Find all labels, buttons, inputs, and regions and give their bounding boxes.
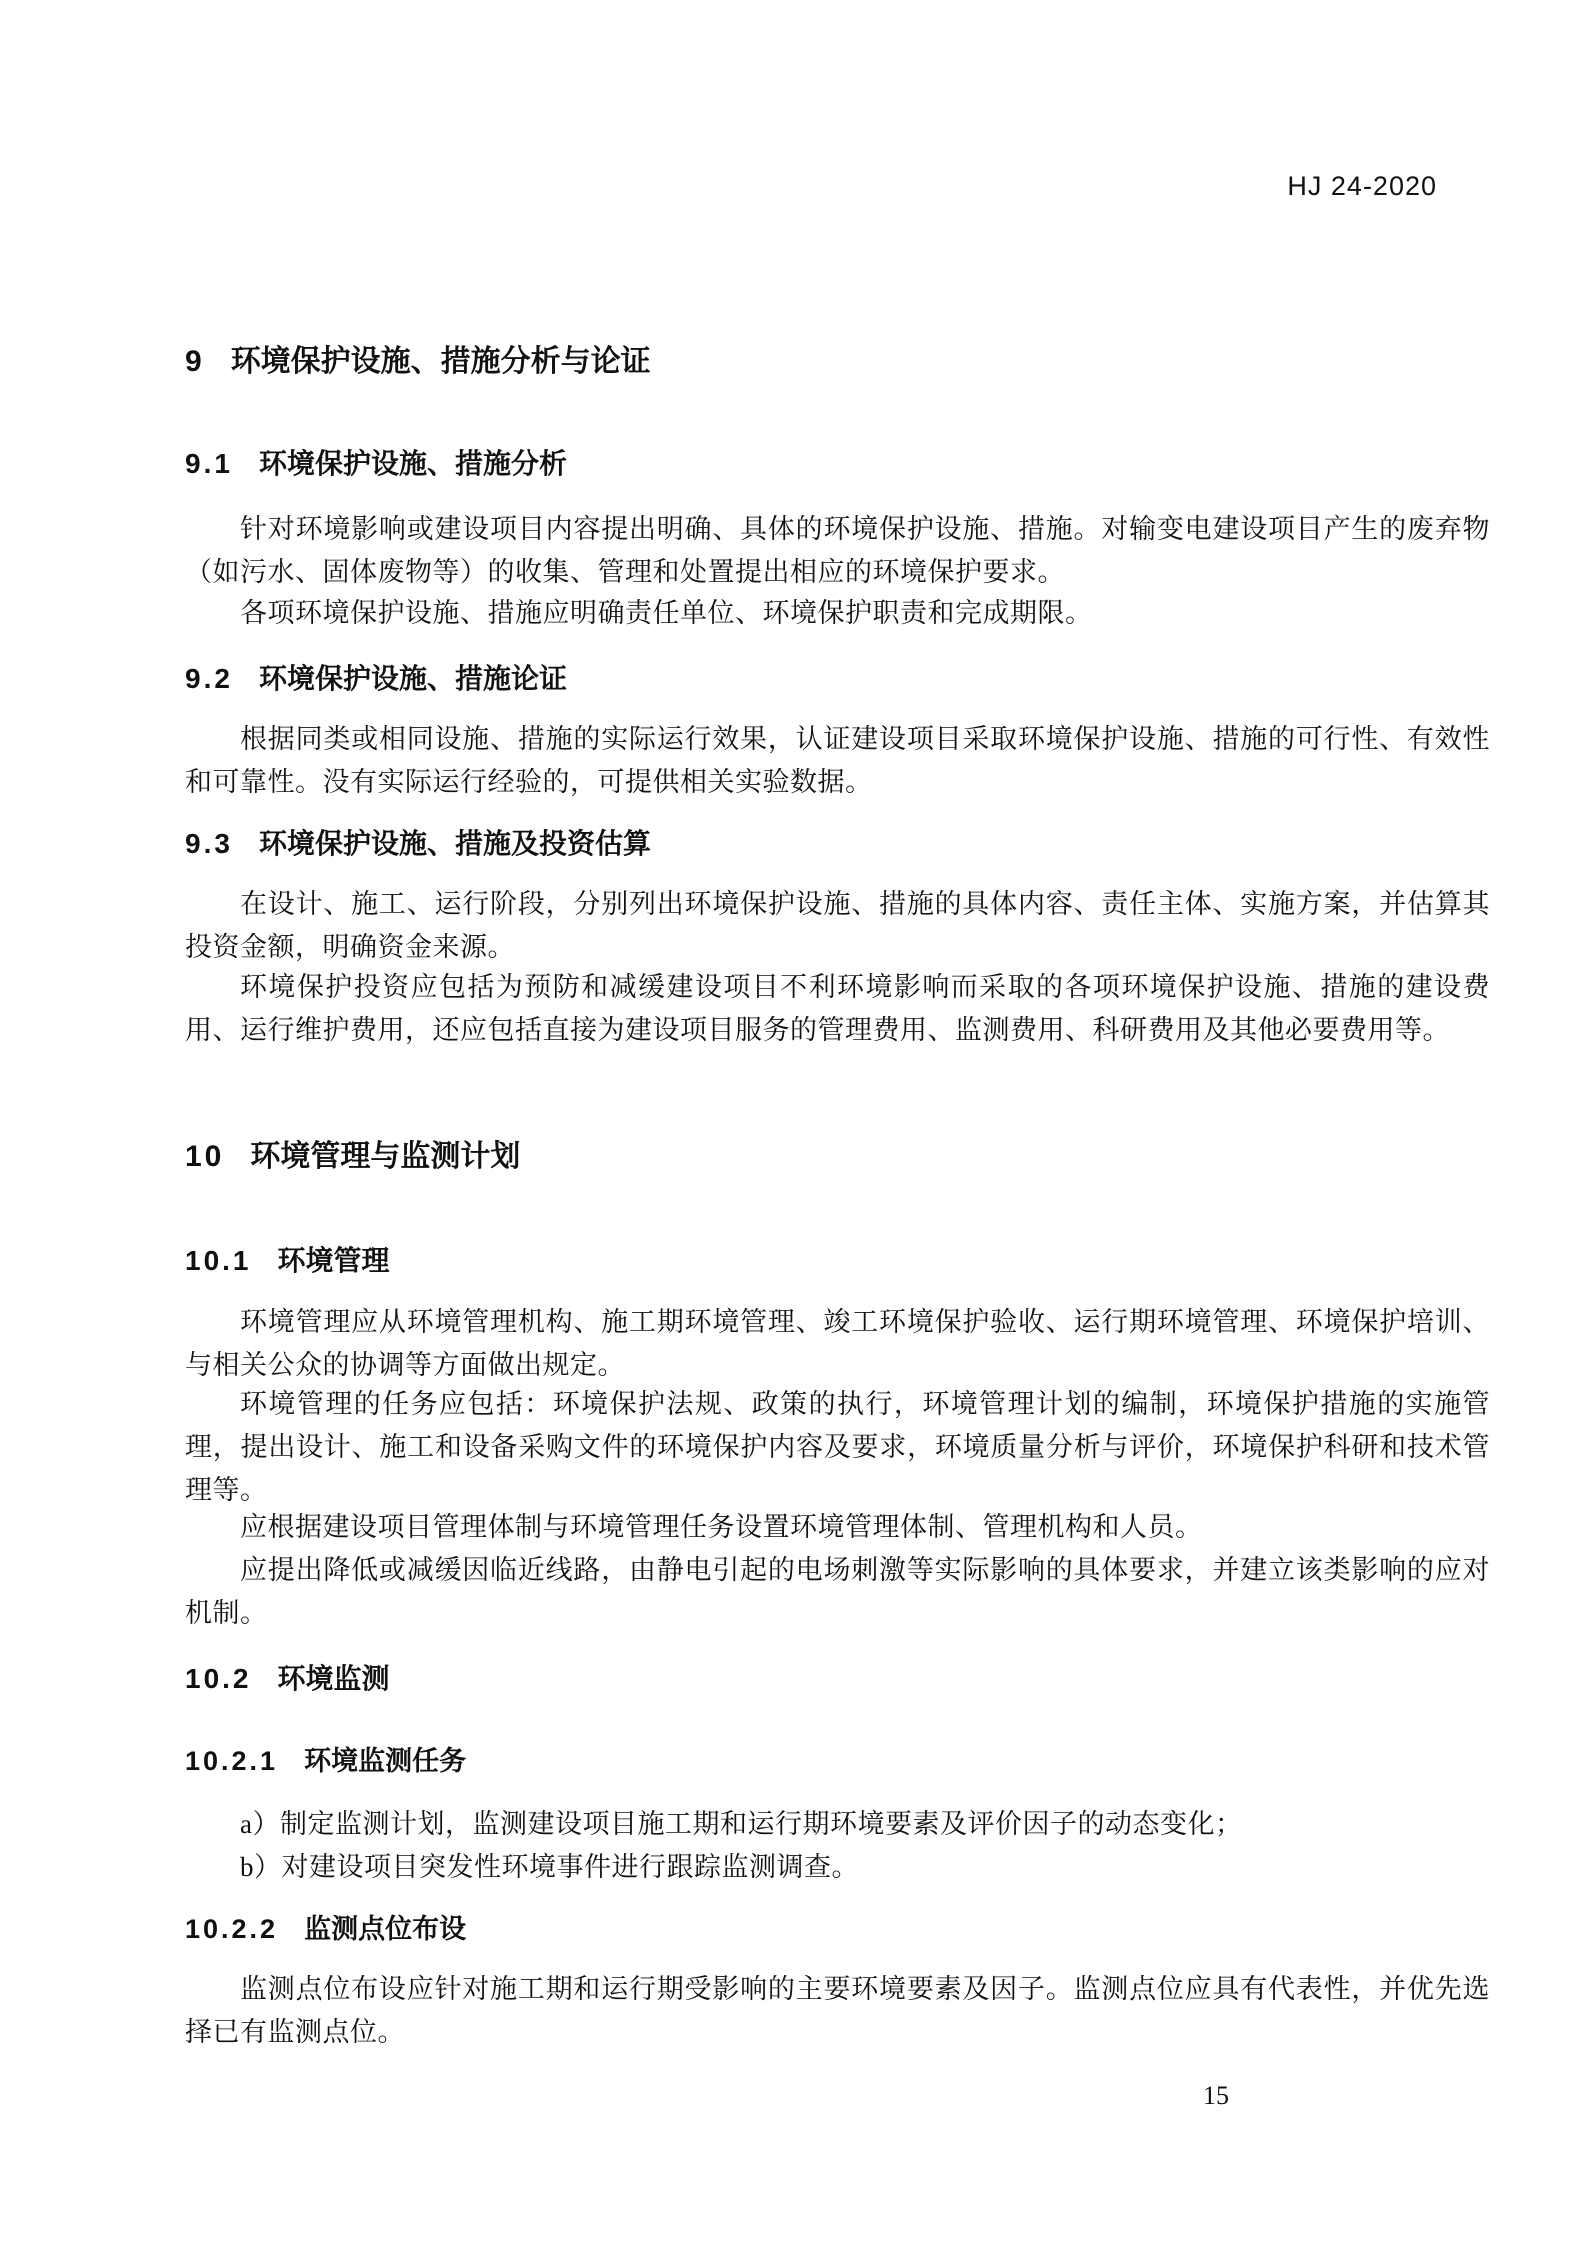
section-10-2-1-heading (185, 1742, 1490, 1780)
section-9-number: 9 (185, 345, 205, 378)
section-10-heading (185, 1138, 1490, 1176)
section-10-2-2-heading (185, 1910, 1490, 1948)
section-9-2-number: 9.2 (185, 663, 233, 694)
section-10-2-2-paragraph-1: 监测点位布设应针对施工期和运行期受影响的主要环境要素及因子。监测点位应具有代表性，并优先选择已有监测点位。 (185, 1974, 1490, 2047)
page-number: 15 (1203, 2081, 1229, 2110)
section-10-1-paragraph-4: 应提出降低或减缓因临近线路，由静电引起的电场刺激等实际影响的具体要求，并建立该类影响的应对机制。 (185, 1555, 1490, 1628)
section-10-2-heading (185, 1660, 1490, 1698)
section-10-title: 环境管理与监测计划 (250, 1140, 521, 1173)
section-9-2-title: 环境保护设施、措施论证 (258, 663, 567, 694)
section-9-2-heading (185, 660, 1490, 698)
section-10-1-heading (185, 1242, 1490, 1280)
section-10-2-title: 环境监测 (277, 1663, 390, 1694)
section-9-1-paragraph-1: 针对环境影响或建设项目内容提出明确、具体的环境保护设施、措施。对输变电建设项目产生的废弃物（如污水、固体废物等）的收集、管理和处置提出相应的环境保护要求。 (185, 514, 1490, 587)
header-standard-code: HJ 24-2020 (1287, 171, 1437, 201)
section-9-3-heading (185, 825, 1490, 863)
section-9-title: 环境保护设施、措施分析与论证 (230, 345, 651, 378)
section-10-2-2-number: 10.2.2 (185, 1914, 279, 1944)
section-10-1-paragraph-2: 环境管理的任务应包括：环境保护法规、政策的执行，环境管理计划的编制，环境保护措施的实施管理，提出设计、施工和设备采购文件的环境保护内容及要求，环境质量分析与评价，环境保护科研和技术管理等。 (185, 1389, 1490, 1505)
section-10-1-paragraph-3: 应根据建设项目管理体制与环境管理任务设置环境管理体制、管理机构和人员。 (240, 1512, 1203, 1542)
section-10-2-1-item-b: b）对建设项目突发性环境事件进行跟踪监测调查。 (240, 1852, 859, 1882)
section-9-1-number: 9.1 (185, 448, 233, 479)
section-10-number: 10 (185, 1140, 225, 1173)
section-10-2-1-item-a: a）制定监测计划，监测建设项目施工期和运行期环境要素及评价因子的动态变化； (240, 1809, 1243, 1839)
section-10-1-number: 10.1 (185, 1245, 252, 1276)
section-9-3-paragraph-2: 环境保护投资应包括为预防和减缓建设项目不利环境影响而采取的各项环境保护设施、措施的建设费用、运行维护费用，还应包括直接为建设项目服务的管理费用、监测费用、科研费用及其他必要费用等。 (185, 972, 1490, 1045)
section-9-3-title: 环境保护设施、措施及投资估算 (258, 828, 651, 859)
section-10-2-2-title: 监测点位布设 (304, 1914, 467, 1944)
section-10-1-paragraph-1: 环境管理应从环境管理机构、施工期环境管理、竣工环境保护验收、运行期环境管理、环境保护培训、与相关公众的协调等方面做出规定。 (185, 1307, 1490, 1380)
section-9-3-paragraph-1: 在设计、施工、运行阶段，分别列出环境保护设施、措施的具体内容、责任主体、实施方案，并估算其投资金额，明确资金来源。 (185, 889, 1490, 962)
section-9-3-number: 9.3 (185, 828, 233, 859)
section-10-2-1-title: 环境监测任务 (304, 1746, 467, 1776)
section-9-heading (185, 343, 1490, 381)
section-10-2-number: 10.2 (185, 1663, 252, 1694)
section-9-2-paragraph-1: 根据同类或相同设施、措施的实际运行效果，认证建设项目采取环境保护设施、措施的可行性、有效性和可靠性。没有实际运行经验的，可提供相关实验数据。 (185, 724, 1490, 797)
section-10-2-1-number: 10.2.1 (185, 1746, 279, 1776)
section-9-1-paragraph-2: 各项环境保护设施、措施应明确责任单位、环境保护职责和完成期限。 (240, 598, 1093, 628)
section-10-1-title: 环境管理 (277, 1245, 390, 1276)
section-9-1-title: 环境保护设施、措施分析 (258, 448, 567, 479)
section-9-1-heading (185, 445, 1490, 483)
